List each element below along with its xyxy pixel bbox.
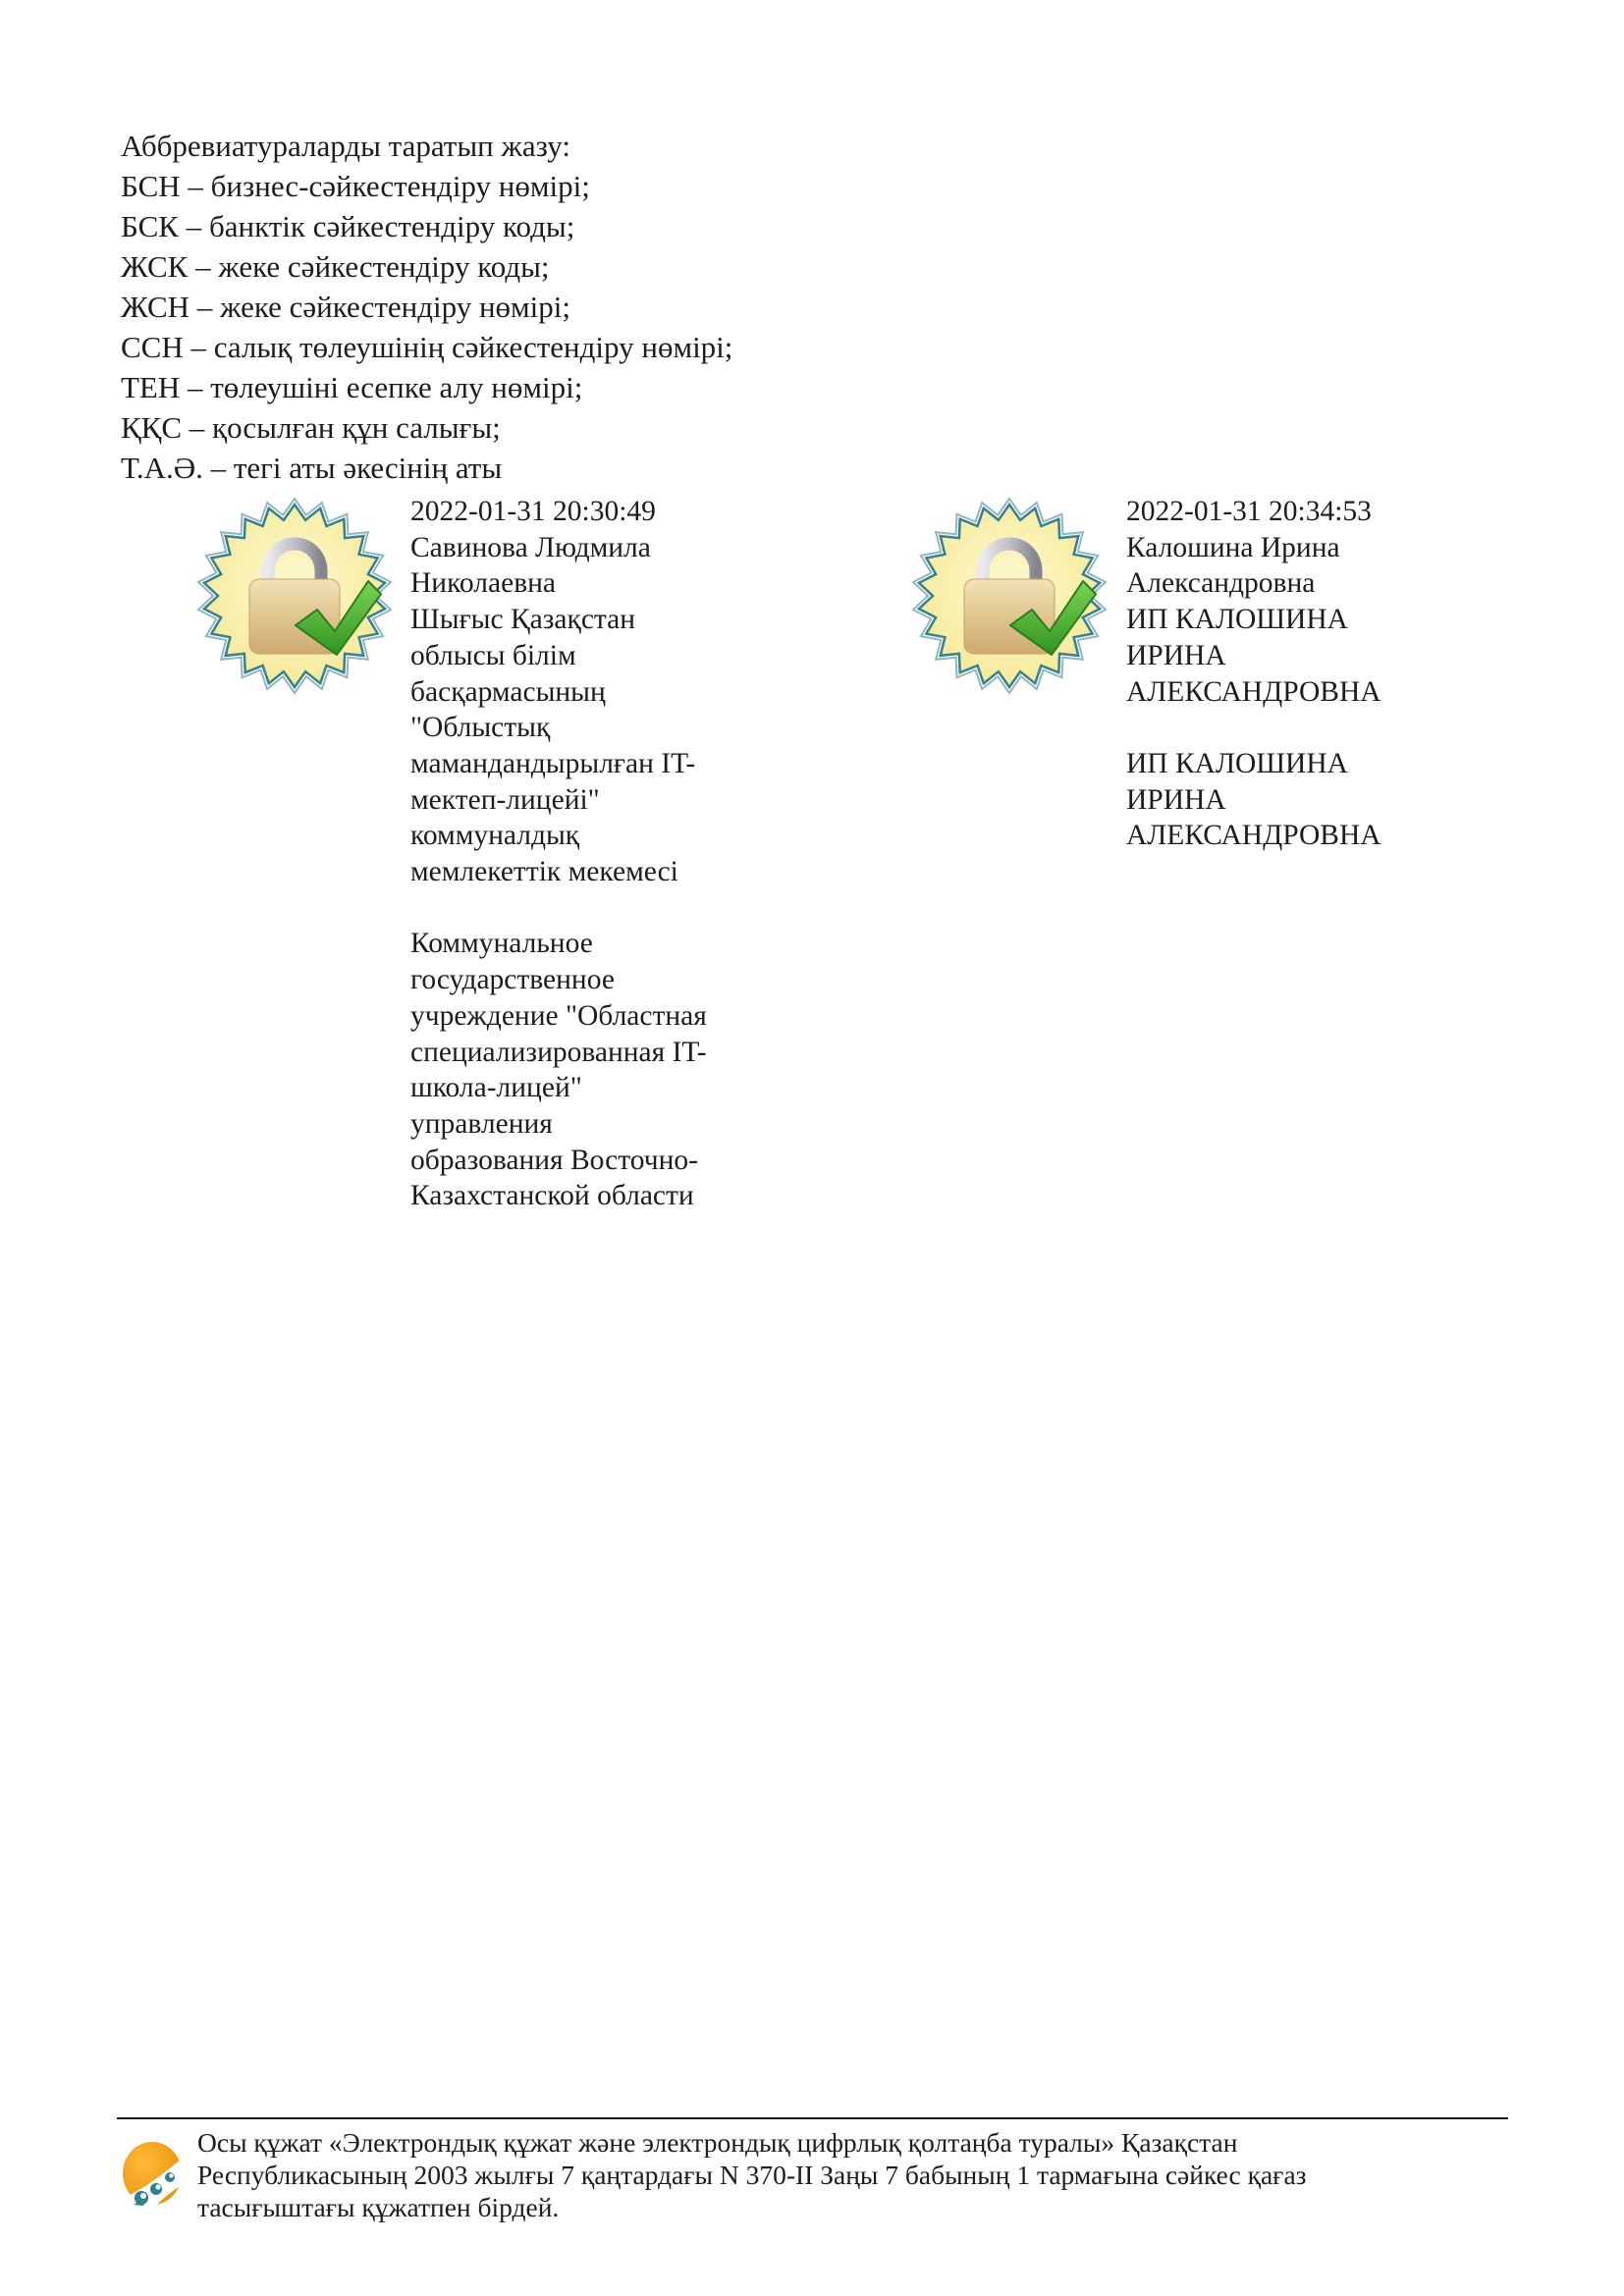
signature-line: Казахстанской области: [410, 1180, 694, 1212]
abbreviations-block: [121, 126, 732, 488]
signature-block-1: [410, 494, 774, 1214]
signature-line: коммуналдық: [410, 820, 580, 852]
abbreviation-line: ЖСН – жеке сәйкестендіру нөмірі;: [121, 290, 570, 324]
abbreviation-line: БСН – бизнес-сәйкестендіру нөмірі;: [121, 169, 590, 203]
signature-line: 2022-01-31 20:30:49: [410, 496, 656, 527]
seal-lock-check-icon: [911, 495, 1108, 697]
footer-line: Осы құжат «Электрондық құжат және электрондық цифрлық қолтаңба туралы» Қазақстан: [197, 2127, 1238, 2158]
footer-legal-text: [197, 2126, 1503, 2223]
signature-line: Шығыс Қазақстан: [410, 604, 636, 636]
signature-line: учреждение "Областная: [410, 999, 707, 1032]
signature-line: Калошина Ирина: [1126, 531, 1340, 563]
footer-logo: [122, 2140, 185, 2211]
signature-line: Александровна: [1126, 567, 1316, 600]
footer-divider: [117, 2117, 1508, 2119]
signature-line: Савинова Людмила: [410, 531, 651, 563]
signature-line: ИРИНА: [1126, 783, 1226, 816]
signature-line: государственное: [410, 964, 615, 996]
signature-line: АЛЕКСАНДРОВНА: [1126, 820, 1381, 852]
signature-line: Николаевна: [410, 567, 557, 600]
signature-line: школа-лицей": [410, 1072, 582, 1104]
digital-signature-seal-1: [196, 495, 393, 697]
signature-line: [410, 890, 774, 927]
abbreviation-line: ЖСК – жеке сәйкестендіру коды;: [121, 249, 550, 284]
signature-line: специализированная IT-: [410, 1036, 707, 1068]
signature-line: мектеп-лицейі": [410, 783, 600, 816]
signature-line: ИРИНА: [1126, 639, 1226, 671]
signature-line: 2022-01-31 20:34:53: [1126, 496, 1372, 527]
signature-line: образования Восточно-: [410, 1144, 698, 1176]
signature-line: басқармасының: [410, 675, 606, 708]
footer-line: Республикасының 2003 жылғы 7 қаңтардағы N 370-II Заңы 7 бабының 1 тармағына сәйкес қағаз: [197, 2160, 1307, 2190]
signature-line: ИП КАЛОШИНА: [1126, 747, 1348, 779]
egov-ornament-logo-icon: [122, 2140, 185, 2211]
digital-signature-seal-2: [911, 495, 1108, 697]
signature-line: облысы білім: [410, 639, 576, 671]
abbreviation-line: ССН – салық төлеушінің сәйкестендіру нөмірі;: [121, 330, 733, 364]
signature-line: ИП КАЛОШИНА: [1126, 604, 1348, 636]
signature-line: Коммунальное: [410, 928, 593, 960]
signature-line: [1126, 710, 1489, 746]
seal-lock-check-icon: [196, 495, 393, 697]
abbreviation-line: БСК – банктік сәйкестендіру коды;: [121, 209, 575, 243]
signature-block-2: [1126, 494, 1489, 854]
signature-line: АЛЕКСАНДРОВНА: [1126, 675, 1381, 708]
abbreviation-line: ҚҚС – қосылған құн салығы;: [121, 410, 501, 445]
abbreviation-line: Аббревиатураларды таратып жазу:: [121, 129, 570, 163]
footer-line: тасығыштағы құжатпен бірдей.: [197, 2192, 560, 2222]
signature-line: мамандандырылған IT-: [410, 747, 696, 779]
signature-line: мемлекеттік мекемесі: [410, 856, 678, 888]
abbreviation-line: Т.А.Ә. – тегі аты әкесінің аты: [121, 451, 503, 485]
signature-line: "Облыстық: [410, 712, 551, 744]
signature-line: управления: [410, 1107, 553, 1140]
abbreviation-line: ТЕН – төлеушіні есепке алу нөмірі;: [121, 370, 583, 404]
